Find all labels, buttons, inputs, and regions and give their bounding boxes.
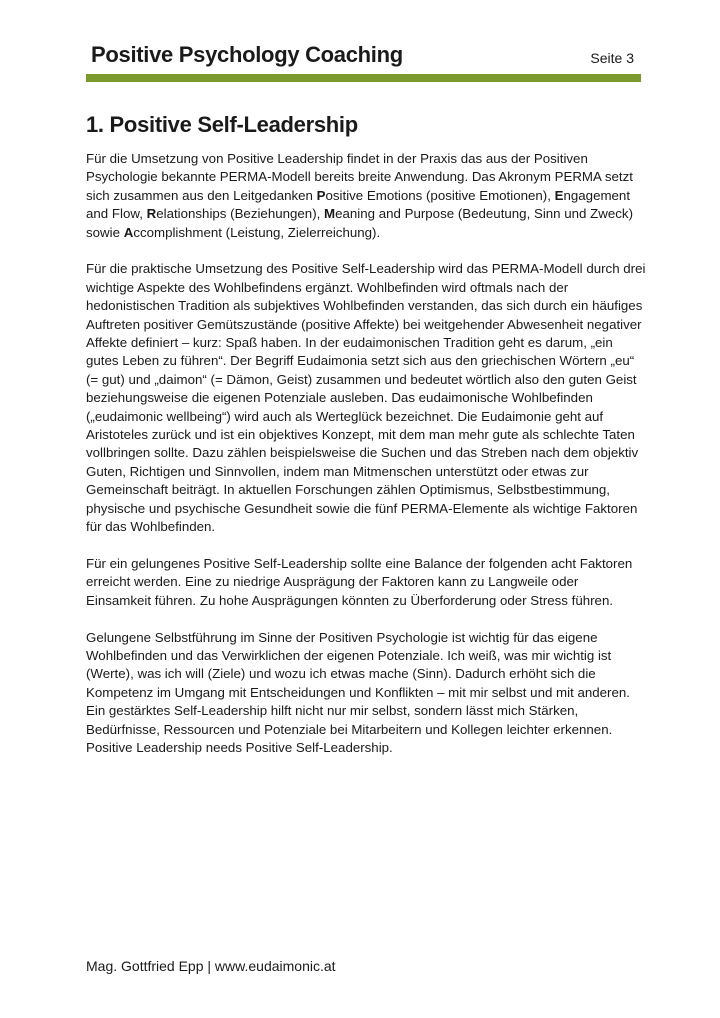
page-footer: Mag. Gottfried Epp | www.eudaimonic.at <box>86 958 336 974</box>
perma-initial: A <box>123 224 134 240</box>
paragraph-perma-intro: Für die Umsetzung von Positive Leadership findet in der Praxis das aus der Positiven Psychologie bekannte PERMA-Modell bereits breite Anwendung. Das Akronym PERMA setzt sich zusammen aus den Leitgedanken Positive Emotions (positive Emotionen), Engagement and Flow, Relationships (Beziehungen), Meaning and Purpose (Bedeutung, Sinn und Zweck) sowie Accomplishment (Leistung, Zielerreichung). <box>86 151 633 240</box>
perma-initial: R <box>146 206 157 222</box>
paragraph-self-leadership: Gelungene Selbstführung im Sinne der Positiven Psychologie ist wichtig für das eigene Wohlbefinden und das Verwirklichen der eigenen Potenziale. Ich weiß, was mir wichtig ist (Werte), was ich will (Ziele) und wozu ich etwas mache (Sinn). Dadurch erhöht sich die Kompetenz im Umgang mit Entscheidungen und Konflikten – mit mir selbst und mit anderen. Ein gestärktes Self-Leadership hilft nicht nur mir selbst, sondern lässt mich Stärken, Bedürfnisse, Ressourcen und Potenziale bei Mitarbeitern und Kollegen leichter erkennen. Positive Leadership needs Positive Self-Leadership. <box>86 629 630 755</box>
section-title: 1. Positive Self-Leadership <box>86 112 358 137</box>
body-text <box>86 150 646 776</box>
perma-initial: M <box>324 206 336 222</box>
paragraph-wellbeing: Für die praktische Umsetzung des Positive Self-Leadership wird das PERMA-Modell durch drei wichtige Aspekte des Wohlbefindens ergänzt. Wohlbefinden wird oftmals nach der hedonistischen Tradition als subjektives Wohlbefinden verstanden, das sich durch ein häufiges Auftreten positiver Gemütszustände (positive Affekte) bei weitgehender Abwesenheit negativer Affekte definiert – kurz: Spaß haben. In der eudaimonischen Tradition geht es darum, „ein gutes Leben zu führen“. Der Begriff Eudaimonia setzt sich aus den griechischen Wörtern „eu“ (= gut) und „daimon“ (= Dämon, Geist) zusammen und bedeutet wörtlich also den guten Geist beziehungsweise die eigenen Potenziale ausleben. Das eudaimonische Wohlbefinden („eudaimonic wellbeing“) wird auch als Werteglück bezeichnet. Die Eudaimonie geht auf Aristoteles zurück und ist ein objektives Konzept, mit dem man mehr gute als schlechte Taten vollbringen sollte. Dazu zählen beispielsweise die Suchen und das Streben nach dem objektiv Guten, Richtigen und Sinnvollen, indem man Mitmenschen unterstützt oder etwas zur Gemeinschaft beiträgt. In aktuellen Forschungen zählen Optimismus, Selbstbestimmung, physische und psychische Gesundheit sowie die fünf PERMA-Elemente als wichtige Faktoren für das Wohlbefinden. <box>86 261 646 535</box>
paragraph-balance: Für ein gelungenes Positive Self-Leadership sollte eine Balance der folgenden acht Faktoren erreicht werden. Eine zu niedrige Ausprägung der Faktoren kann zu Langweile oder Einsamkeit führen. Zu hohe Ausprägungen könnten zu Überforderung oder Stress führen. <box>86 555 633 608</box>
document-title: Positive Psychology Coaching <box>91 42 403 67</box>
perma-initial: P <box>316 187 326 203</box>
page-number: Seite 3 <box>590 50 634 66</box>
header-rule <box>86 74 641 82</box>
page-header <box>91 40 634 74</box>
perma-initial: E <box>554 187 564 203</box>
